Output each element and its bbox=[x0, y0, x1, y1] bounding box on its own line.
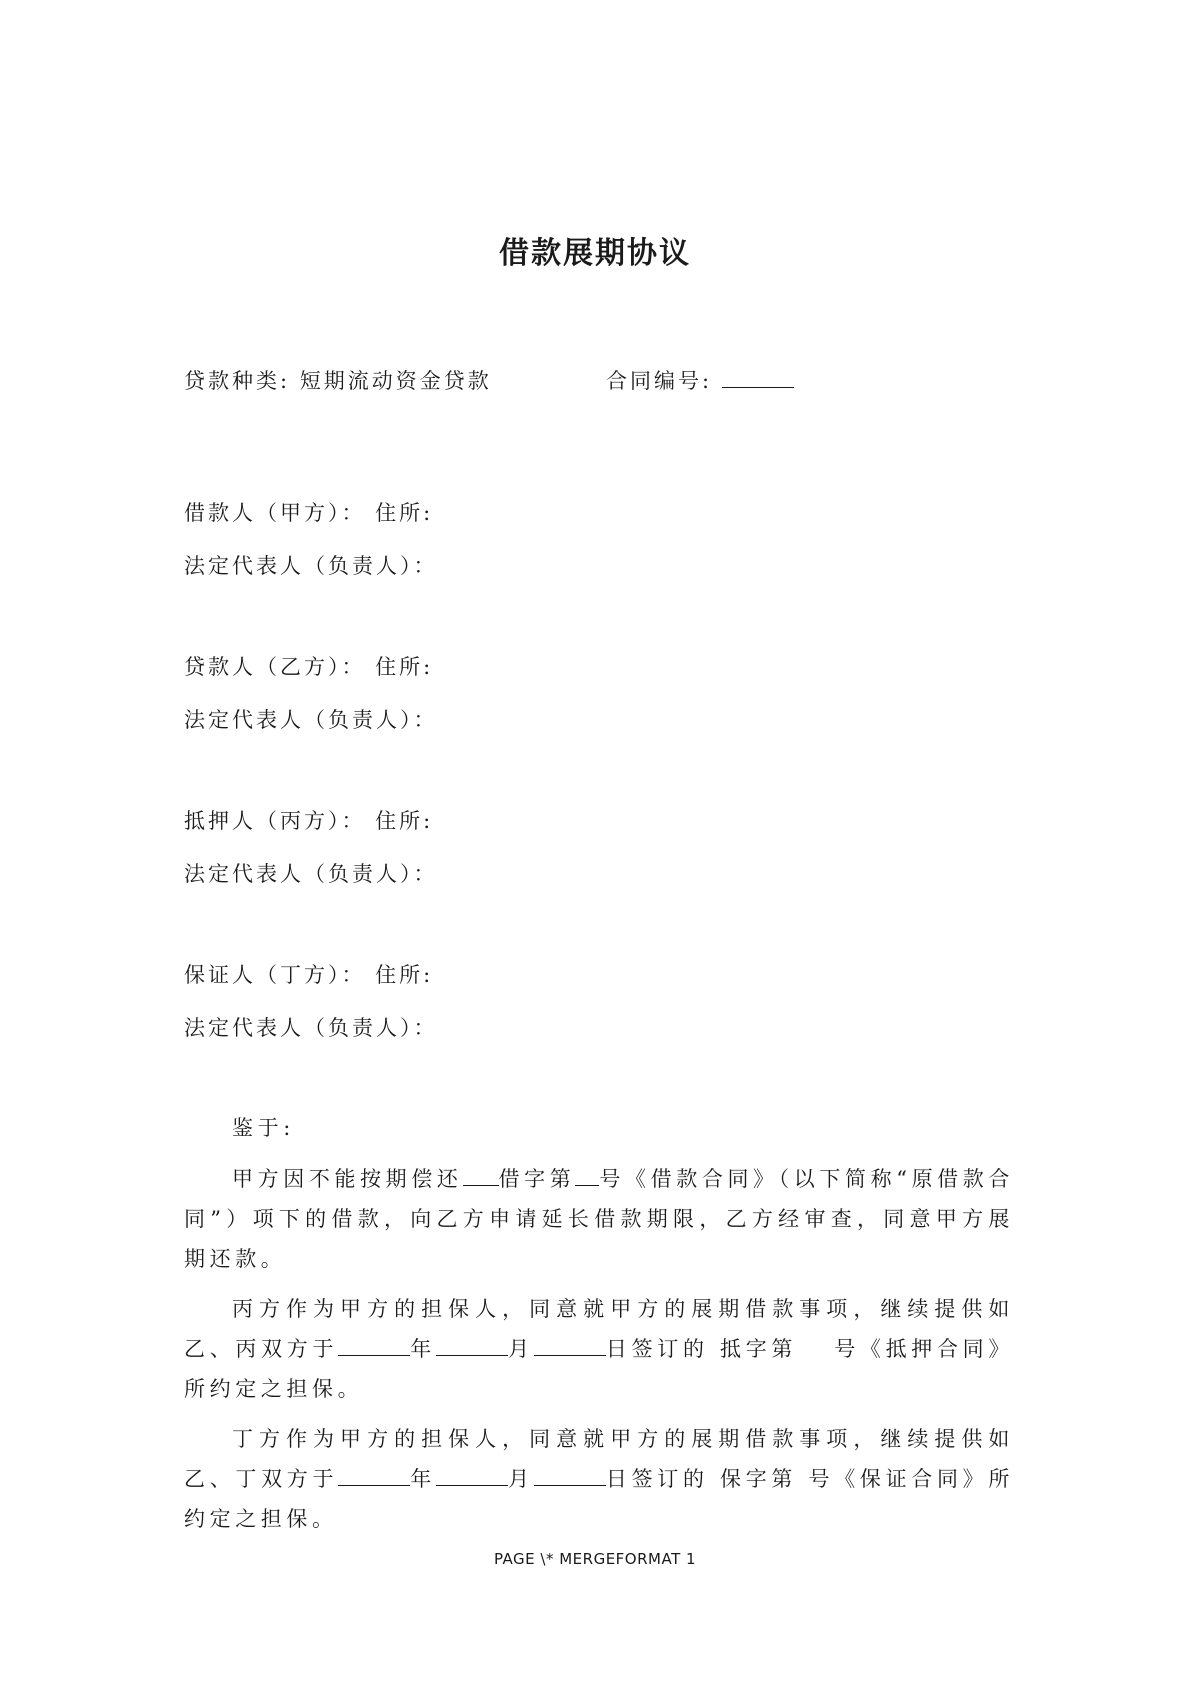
mortgagor-line: 抵押人（丙方）： 住所: bbox=[184, 809, 434, 833]
blank bbox=[534, 1463, 606, 1486]
contract-number-blank bbox=[722, 365, 794, 388]
paragraph-guarantor: 丁方作为甲方的担保人，同意就甲方的展期借款事项，继续提供如乙、丁双方于 年 月 日签订的 保字第 号《保证合同》所约定之担保。 bbox=[184, 1427, 1014, 1531]
lender-rep-line: 法定代表人（负责人）： bbox=[184, 708, 438, 732]
blank bbox=[436, 1333, 508, 1356]
blank bbox=[534, 1333, 606, 1356]
guarantor-rep-line: 法定代表人（负责人）： bbox=[184, 1016, 438, 1040]
contract-number-line bbox=[606, 365, 794, 395]
paragraph-mortgagor: 丙方作为甲方的担保人，同意就甲方的展期借款事项，继续提供如乙、丙双方于 年 月 日签订的 抵字第 号《抵押合同》所约定之担保。 bbox=[184, 1297, 1014, 1401]
guarantor-line: 保证人（丁方）： 住所: bbox=[184, 963, 434, 987]
blank bbox=[338, 1463, 410, 1486]
blank bbox=[463, 1163, 499, 1186]
paragraph-extension-request: 甲方因不能按期偿还 借字第 号《借款合同》（以下简称“原借款合同”）项下的借款，向乙方申请延长借款期限，乙方经审查，同意甲方展期还款。 bbox=[184, 1159, 1014, 1279]
blank bbox=[436, 1463, 508, 1486]
borrower-rep-line: 法定代表人（负责人）： bbox=[184, 554, 438, 578]
blank bbox=[338, 1333, 410, 1356]
whereas-heading: 鉴于: bbox=[232, 1116, 295, 1140]
borrower-line: 借款人（甲方）： 住所: bbox=[184, 501, 434, 525]
contract-number-label: 合同编号: bbox=[606, 369, 713, 393]
lender-line: 贷款人（乙方）： 住所: bbox=[184, 655, 434, 679]
blank bbox=[575, 1163, 599, 1186]
loan-type-value: 短期流动资金贷款 bbox=[299, 369, 492, 393]
page-footer: PAGE \* MERGEFORMAT 1 bbox=[493, 1550, 697, 1568]
loan-type-line bbox=[184, 365, 492, 395]
loan-type-label: 贷款种类: bbox=[184, 369, 291, 393]
mortgagor-rep-line: 法定代表人（负责人）： bbox=[184, 862, 438, 886]
document-title: 借款展期协议 bbox=[499, 236, 691, 271]
